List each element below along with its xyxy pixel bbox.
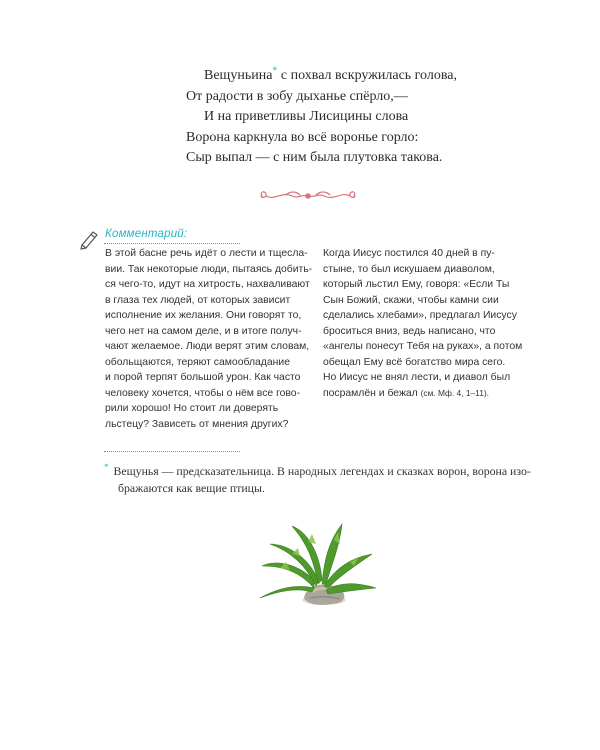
divider-dotted-bottom	[104, 451, 240, 452]
poem-stanza	[186, 66, 486, 169]
comment-left-column	[105, 246, 315, 433]
comment-line: человеку хочется, чтобы о нём все гово-	[105, 387, 301, 399]
poem-line-4: Ворона каркнула во всё воронье горло:	[186, 129, 419, 145]
poem-line-2: От радости в зобу дыханье спёрло,—	[186, 88, 408, 104]
comment-line: вии. Так некоторые люди, пытаясь добить-	[105, 263, 313, 275]
comment-line: обещал Ему всё богатство мира сего.	[323, 356, 506, 368]
comment-line: Когда Иисус постился 40 дней в пу-	[323, 248, 495, 259]
comment-line: Но Иисус не внял лести, и диавол был	[323, 372, 511, 384]
comment-heading: Комментарий:	[105, 228, 188, 240]
footnote-line-2: бражаются как вещие птицы.	[118, 481, 265, 495]
comment-line: который льстил Ему, говоря: «Если Ты	[323, 279, 510, 291]
comment-line: «ангелы понесут Тебя на руках», а потом	[323, 341, 523, 353]
comment-line: броситься вниз, ведь написано, что	[323, 325, 496, 337]
pencil-icon	[78, 228, 100, 250]
poem-line-3: И на приветливы Лисицины слова	[204, 109, 409, 124]
comment-line: и порой терпят большой урон. Как часто	[105, 372, 301, 384]
divider-dotted-top	[104, 243, 240, 244]
comment-line: сделались хлебами», предлагал Иисусу	[323, 310, 517, 322]
comment-line: обольщаются, теряют самообладание	[105, 356, 290, 368]
bible-reference: (см. Мф. 4, 1–11).	[420, 387, 489, 398]
footnote-asterisk[interactable]: *	[272, 65, 278, 77]
comment-line: исполнение их желания. Они говорят то,	[105, 310, 302, 322]
comment-line: посрамлён и бежал (см. Мф. 4, 1–11).	[323, 387, 489, 399]
comment-line: В этой басне речь идёт о лести и тщесла-	[105, 248, 308, 259]
comment-line: льстецу? Зависеть от мнения других?	[105, 419, 289, 431]
footnote-line-1: * Вещунья — предсказательница. В народных легендах и сказках ворон, ворона изо-	[104, 462, 531, 478]
footnote	[104, 462, 531, 497]
comment-line: стыне, то был искушаем диаволом,	[323, 263, 495, 275]
comment-line: ся чего-то, идут на хитрость, нахваливают	[105, 279, 310, 291]
comment-line: чего нет на самом деле, и в итоге получ-	[105, 325, 302, 337]
fern-illustration	[252, 514, 382, 606]
ornament-divider	[256, 186, 360, 206]
comment-line: чают желаемое. Люди верят этим словам,	[105, 341, 310, 353]
footnote-asterisk: *	[104, 462, 109, 473]
comment-line: в глаза тех людей, от которых зависит	[105, 294, 291, 306]
comment-right-column	[323, 246, 528, 401]
poem-line-5: Сыр выпал — с ним была плутовка такова.	[186, 150, 443, 165]
comment-line: Сын Божий, скажи, чтобы камни сии	[323, 294, 499, 306]
comment-line: рили хорошо! Но стоит ли доверять	[105, 403, 279, 415]
poem-line-1: Вещуньина* с похвал вскружилась голова,	[204, 65, 458, 83]
